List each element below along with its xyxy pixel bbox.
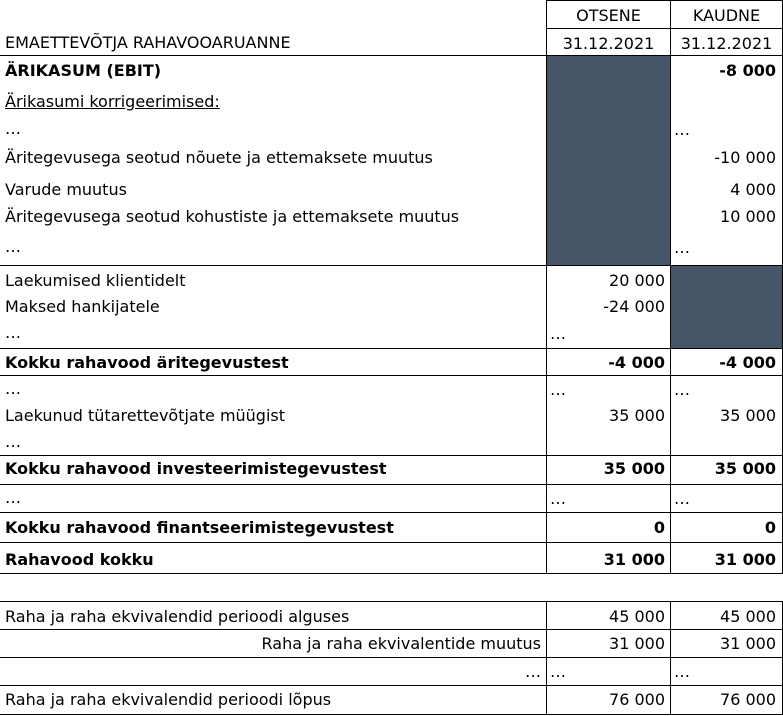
cash-end-indirect: 76 000 [720, 690, 776, 709]
cash-indirect-ellipsis-cell [670, 658, 783, 686]
cash-end-label: Raha ja raha ekvivalendid perioodi lõpus [5, 690, 332, 709]
investing-total-indirect: 35 000 [714, 459, 776, 478]
investing-total-indirect-cell [670, 456, 783, 485]
direct-values-ellipsis: … [550, 324, 566, 343]
cash-ellipsis-label-cell [0, 658, 546, 686]
financing-ellipsis-cell [0, 485, 546, 513]
investing-labels [0, 376, 546, 456]
report-title: EMAETTEVÕTJA RAHAVOOARUANNE [5, 33, 291, 52]
direct-labels [0, 266, 546, 349]
financing-ellipsis-row [0, 485, 783, 513]
cashflow-total-direct: 31 000 [603, 550, 665, 569]
financing-ellipsis: … [5, 488, 21, 507]
investing-direct-ellipsis: … [550, 380, 566, 399]
report-title-cell [0, 28, 546, 56]
suppliers-direct-value: -24 000 [603, 297, 665, 316]
payables-indirect-value: 10 000 [720, 207, 776, 226]
cash-end-direct: 76 000 [609, 690, 665, 709]
operating-total-indirect: -4 000 [719, 353, 776, 372]
cashflow-total-label: Rahavood kokku [5, 550, 154, 569]
investing-ellipsis-2: … [5, 432, 21, 451]
inventory-indirect-value: 4 000 [730, 180, 776, 199]
shaded-not-applicable-cell [547, 56, 670, 265]
financing-total-direct-cell [546, 513, 670, 543]
cashflow-total-indirect: 31 000 [714, 550, 776, 569]
cash-change-direct: 31 000 [609, 634, 665, 653]
suppliers-label: Maksed hankijatele [5, 297, 160, 316]
payables-change-label: Äritegevusega seotud kohustiste ja ettemaksete muutus [5, 207, 460, 226]
direct-method-title: OTSENE [576, 6, 641, 25]
operating-labels [0, 56, 546, 266]
investing-ellipsis: … [5, 379, 21, 398]
cash-begin-label: Raha ja raha ekvivalendid perioodi alguses [5, 607, 350, 626]
indirect-method-title: KAUDNE [692, 6, 761, 25]
investing-indirect-col [670, 376, 783, 456]
financing-indirect-ellipsis: … [674, 489, 690, 508]
subsidiary-sale-label: Laekunud tütarettevõtjate müügist [5, 406, 286, 425]
operating-direct-col [546, 56, 670, 266]
ebit-indirect-value: -8 000 [719, 61, 776, 80]
investing-total-label-cell [0, 456, 546, 485]
direct-method-header [546, 0, 670, 28]
customers-label: Laekumised klientidelt [5, 271, 186, 290]
operating-indirect-block [0, 56, 783, 266]
cash-direct-ellipsis: … [550, 662, 566, 681]
financing-indirect-ellipsis-cell [670, 485, 783, 513]
operating-direct-block [0, 266, 783, 349]
adjustments-indirect-ellipsis: … [674, 120, 690, 139]
cash-end-row [0, 686, 783, 715]
cash-begin-indirect: 45 000 [720, 607, 776, 626]
financing-total-indirect: 0 [764, 518, 776, 537]
cash-change-indirect: 31 000 [720, 634, 776, 653]
cash-indirect-ellipsis: … [674, 662, 690, 681]
indirect-date-cell [670, 28, 783, 56]
indirect-date: 31.12.2021 [680, 34, 773, 53]
direct-date-cell [546, 28, 670, 56]
financing-total-row [0, 513, 783, 543]
shaded-not-applicable-cell [671, 266, 782, 348]
cash-ellipsis-row [0, 658, 783, 686]
financing-total-direct: 0 [653, 518, 665, 537]
financing-total-label-cell [0, 513, 546, 543]
receivables-indirect-value: -10 000 [714, 148, 776, 167]
cash-change-label: Raha ja raha ekvivalentide muutus [261, 634, 541, 653]
operating-total-indirect-cell [670, 349, 783, 376]
cash-change-label-cell [0, 630, 546, 658]
customers-direct-value: 20 000 [609, 271, 665, 290]
investing-total-row [0, 456, 783, 485]
financing-direct-ellipsis-cell [546, 485, 670, 513]
cashflow-total-label-cell [0, 543, 546, 574]
financing-total-label: Kokku rahavood finantseerimistegevustest [5, 518, 394, 537]
cash-begin-label-cell [0, 601, 546, 630]
operating-total-label-cell [0, 349, 546, 376]
direct-date: 31.12.2021 [562, 34, 655, 53]
cash-change-indirect-cell [670, 630, 783, 658]
cashflow-total-indirect-cell [670, 543, 783, 574]
cashflow-total-direct-cell [546, 543, 670, 574]
investing-direct-col [546, 376, 670, 456]
investing-indirect-ellipsis: … [674, 380, 690, 399]
cash-ellipsis: … [525, 662, 541, 681]
financing-total-indirect-cell [670, 513, 783, 543]
header-row-2 [0, 28, 783, 56]
cash-begin-indirect-cell [670, 601, 783, 630]
cash-begin-row [0, 601, 783, 630]
subsidiary-direct-value: 35 000 [609, 406, 665, 425]
indirect-method-header [670, 0, 783, 28]
direct-values-col [546, 266, 670, 349]
direct-ellipsis: … [5, 323, 21, 342]
cash-begin-direct: 45 000 [609, 607, 665, 626]
cash-end-label-cell [0, 686, 546, 715]
operating-total-label: Kokku rahavood äritegevustest [5, 353, 289, 372]
subsidiary-indirect-value: 35 000 [720, 406, 776, 425]
cash-end-indirect-cell [670, 686, 783, 715]
cash-begin-direct-cell [546, 601, 670, 630]
inventory-change-label: Varude muutus [5, 180, 127, 199]
investing-total-direct-cell [546, 456, 670, 485]
cashflow-total-row [0, 543, 783, 574]
payables-indirect-ellipsis: … [674, 238, 690, 257]
adjustments-label: Ärikasumi korrigeerimised: [5, 92, 220, 111]
operating-total-row [0, 349, 783, 376]
adjustments-ellipsis-2: … [5, 237, 21, 256]
financing-direct-ellipsis: … [550, 489, 566, 508]
header-row-1 [0, 0, 783, 28]
cash-end-direct-cell [546, 686, 670, 715]
operating-total-direct: -4 000 [608, 353, 665, 372]
investing-total-direct: 35 000 [603, 459, 665, 478]
investing-total-label: Kokku rahavood investeerimistegevustest [5, 459, 387, 478]
receivables-change-label: Äritegevusega seotud nõuete ja ettemaksete muutus [5, 148, 433, 167]
cash-change-row [0, 630, 783, 658]
cash-direct-ellipsis-cell [546, 658, 670, 686]
direct-indirect-col [670, 266, 783, 349]
investing-block [0, 376, 783, 456]
ebit-label: ÄRIKASUM (EBIT) [5, 61, 162, 80]
cash-change-direct-cell [546, 630, 670, 658]
operating-total-direct-cell [546, 349, 670, 376]
adjustments-ellipsis: … [5, 119, 21, 138]
operating-indirect-col [670, 56, 783, 266]
